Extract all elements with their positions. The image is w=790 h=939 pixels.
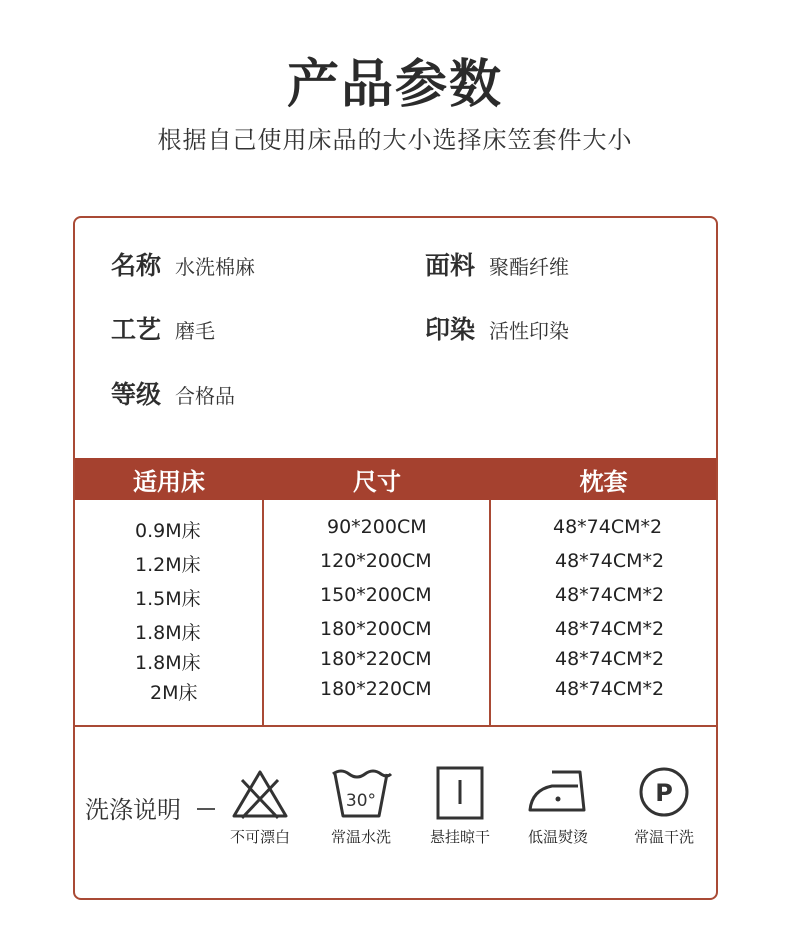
spec-key: 名称 [111,251,162,280]
care-item-label: 常温水洗 [330,828,391,846]
table-cell: 120*200CM [320,550,432,572]
table-cell: 2M床 [150,682,198,704]
spec-value: 合格品 [175,384,236,408]
page-subtitle: 根据自己使用床品的大小选择床笠套件大小 [157,126,633,154]
spec-grade [111,375,235,411]
table-cell: 48*74CM*2 [555,584,665,606]
size-table-header [75,458,716,500]
care-item-label: 不可漂白 [229,828,290,846]
table-cell: 180*200CM [320,618,432,640]
wash-30-icon [329,766,393,822]
page-title: 产品参数 [286,55,503,115]
table-cell: 1.2M床 [135,554,201,576]
header-size: 尺寸 [353,467,401,496]
table-cell: 48*74CM*2 [555,648,665,670]
spec-key: 面料 [425,251,476,280]
spec-craft [111,310,215,346]
header-pillowcase: 枕套 [579,467,628,496]
spec-key: 工艺 [111,315,162,344]
spec-fabric [425,246,569,282]
spec-value: 聚酯纤维 [489,255,570,279]
spec-print [425,310,569,346]
table-cell: 1.8M床 [135,622,201,644]
column-divider [262,500,264,727]
care-label: 洗涤说明 [85,796,181,824]
care-item-label: 常温干洗 [633,828,694,846]
table-cell: 48*74CM*2 [555,618,665,640]
column-divider [489,500,491,727]
table-cell: 48*74CM*2 [555,678,665,700]
spec-key: 等级 [111,380,162,409]
header-bed: 适用床 [133,467,205,496]
table-cell: 0.9M床 [135,520,201,542]
table-cell: 1.5M床 [135,588,201,610]
table-cell: 180*220CM [320,648,432,670]
spec-name [111,246,255,282]
spec-value: 磨毛 [175,319,216,343]
spec-value: 水洗棉麻 [175,255,256,279]
spec-key: 印染 [425,315,476,344]
table-cell: 180*220CM [320,678,432,700]
care-item-label: 悬挂晾干 [429,828,490,846]
low-iron-icon [526,766,590,822]
spec-value: 活性印染 [489,319,570,343]
wash-temp-text: 30° [345,791,377,811]
dry-clean-letter: P [655,779,673,807]
hang-dry-icon [428,766,492,822]
table-cell: 48*74CM*2 [555,550,665,572]
no-bleach-icon [228,766,292,822]
dry-clean-icon [632,766,696,822]
table-cell: 1.8M床 [135,652,201,674]
care-item-label: 低温熨烫 [527,828,588,846]
table-cell: 150*200CM [320,584,432,606]
care-label-dash [197,808,215,810]
size-table-body [75,500,716,727]
table-cell: 48*74CM*2 [553,516,663,538]
table-cell: 90*200CM [327,516,427,538]
product-params-card [73,216,718,900]
